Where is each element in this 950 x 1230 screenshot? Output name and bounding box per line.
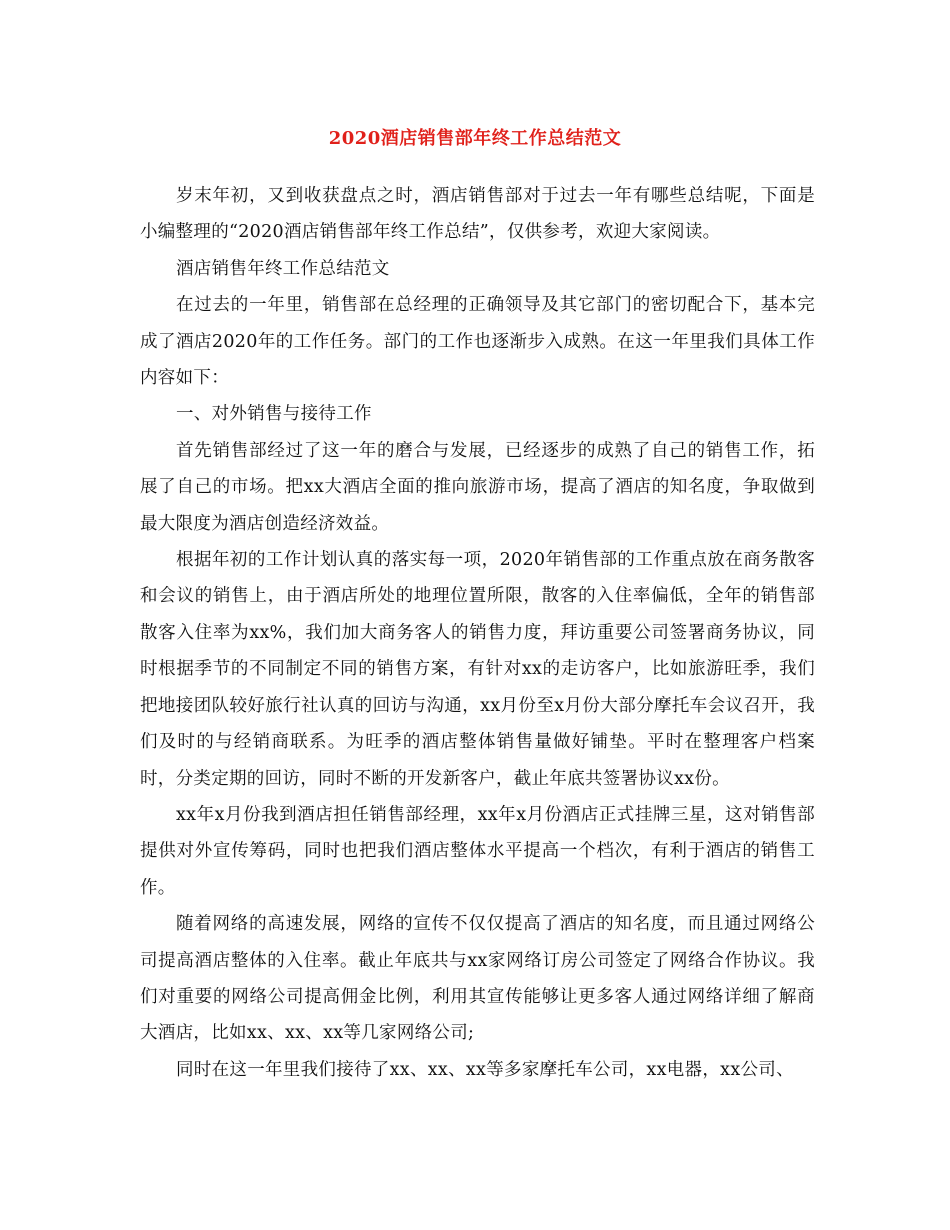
paragraph-reception: 同时在这一年里我们接待了xx、xx、xx等多家摩托车公司，xx电器，xx公司、 [176, 1059, 794, 1080]
document-body [140, 178, 815, 1088]
paragraph-network: 随着网络的高速发展，网络的宣传不仅仅提高了酒店的知名度，而且通过网络公司提高酒店整体的入住率。截止年底共与xx家网络订房公司签定了网络合作协议。我们对重要的网络公司提高佣金比例，利用其宣传能够让更多客人通过网络详细了解商大酒店，比如xx、xx、xx等几家网络公司; [140, 914, 815, 1044]
paragraph-manager: xx年x月份我到酒店担任销售部经理，xx年x月份酒店正式挂牌三星，这对销售部提供对外宣传筹码，同时也把我们酒店整体水平提高一个档次，有利于酒店的销售工作。 [140, 804, 815, 898]
paragraph-intro: 岁末年初，又到收获盘点之时，酒店销售部对于过去一年有哪些总结呢，下面是小编整理的“2020酒店销售部年终工作总结”，仅供参考，欢迎大家阅读。 [140, 186, 815, 243]
section-heading-1: 一、对外销售与接待工作 [176, 404, 372, 425]
paragraph-overview: 在过去的一年里，销售部在总经理的正确领导及其它部门的密切配合下，基本完成了酒店2020年的工作任务。部门的工作也逐渐步入成熟。在这一年里我们具体工作内容如下： [140, 295, 815, 389]
document-title: 2020酒店销售部年终工作总结范文 [328, 128, 622, 149]
paragraph-market: 首先销售部经过了这一年的磨合与发展，已经逐步的成熟了自己的销售工作，拓展了自己的市场。把xx大酒店全面的推向旅游市场，提高了酒店的知名度，争取做到最大限度为酒店创造经济效益。 [140, 440, 815, 534]
paragraph-sales-plan: 根据年初的工作计划认真的落实每一项，2020年销售部的工作重点放在商务散客和会议的销售上，由于酒店所处的地理位置所限，散客的入住率偏低，全年的销售部散客入住率为xx%，我们加大商务客人的销售力度，拜访重要公司签署商务协议，同时根据季节的不同制定不同的销售方案，有针对xx的走访客户，比如旅游旺季，我们把地接团队较好旅行社认真的回访与沟通，xx月份至x月份大部分摩托车会议召开，我们及时的与经销商联系。为旺季的酒店整体销售量做好铺垫。平时在整理客户档案时，分类定期的回访，同时不断的开发新客户，截止年底共签署协议xx份。 [140, 550, 815, 789]
paragraph-subtitle: 酒店销售年终工作总结范文 [176, 258, 390, 279]
